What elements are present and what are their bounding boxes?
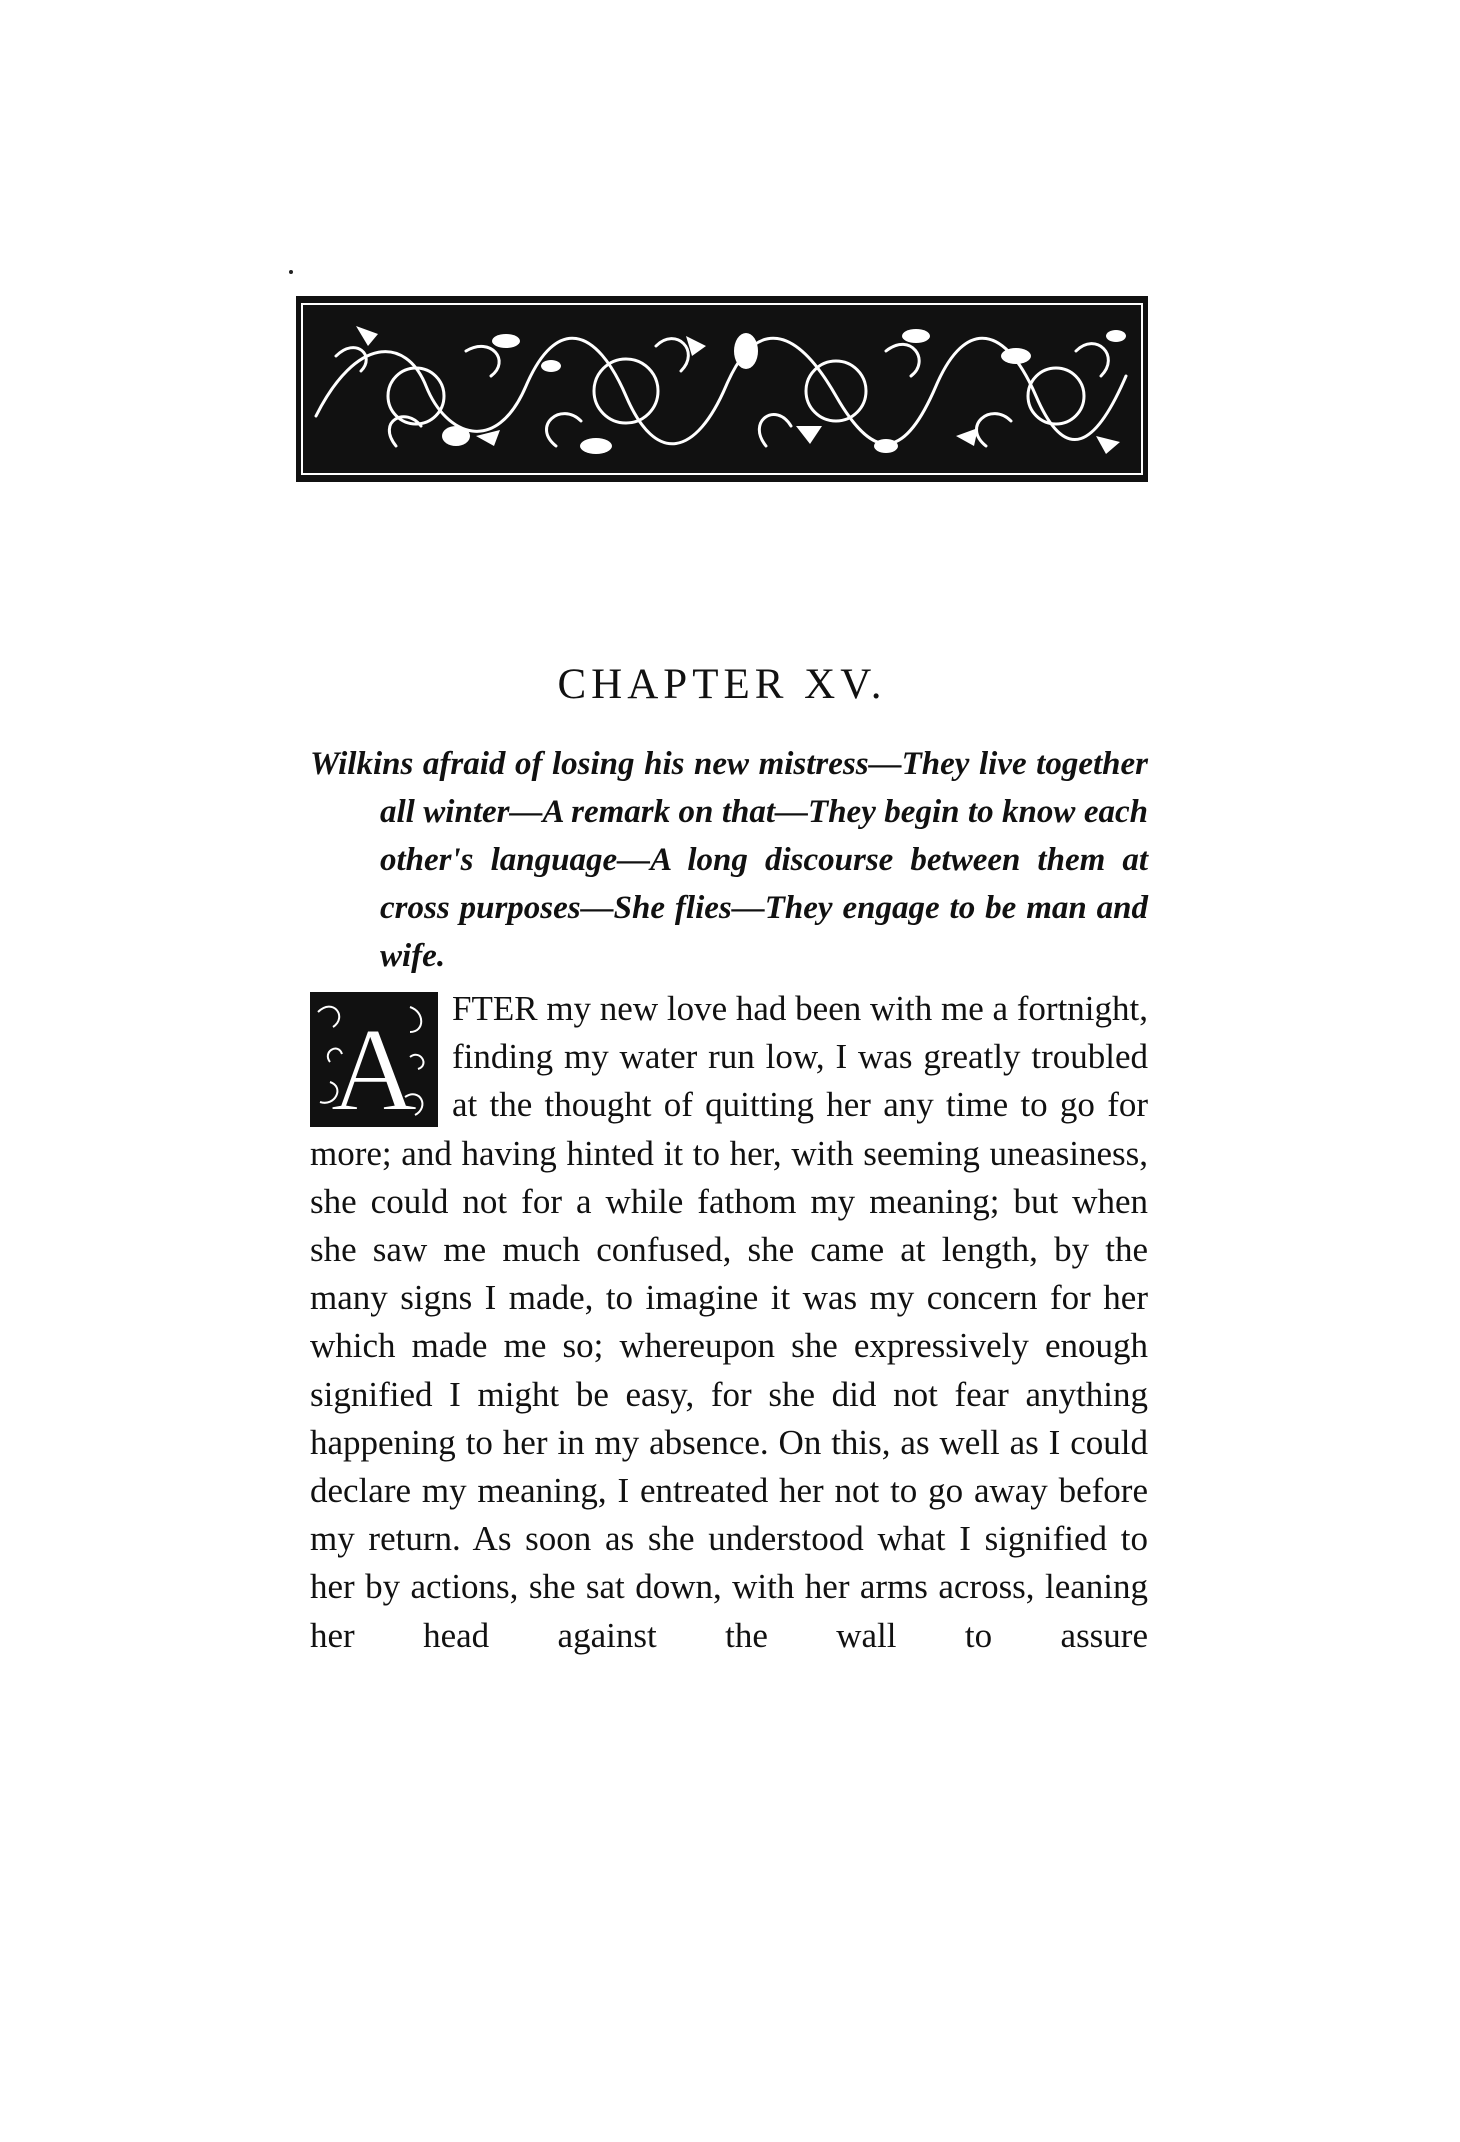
- drop-cap-letter: A: [330, 1003, 418, 1127]
- body-paragraph: [310, 985, 1148, 1660]
- chapter-synopsis: Wilkins afraid of losing his new mistress—They live together all winter—A remark on that—They begin to know each other's language—A long discourse between them at cross purposes—She flies—They engage to be man and wife.: [310, 746, 1148, 974]
- drop-cap: [310, 992, 438, 1127]
- vine-ornament-icon: [296, 296, 1148, 482]
- body-text: FTER my new love had been with me a fortnight, finding my water run low, I was greatly troubled at the thought of quitting her any time to go for more; and having hinted it to her, with seeming uneasiness, she could not for a while fathom my meaning; but when she saw me much confused, she came at length, by the many signs I made, to imagine it was my concern for her which made me so; whereupon she expressively enough signified I might be easy, for she did not fear anything happening to her in my absence. On this, as well as I could declare my meaning, I entreated her not to go away before my return. As soon as she understood what I signified to her by actions, she sat down, with her arms across, leaning her head against the wall to assure: [310, 989, 1148, 1655]
- printer-dot: [289, 270, 293, 274]
- ornamental-headpiece: [296, 296, 1148, 482]
- chapter-title: CHAPTER XV.: [557, 661, 887, 708]
- ornamental-initial-icon: [310, 992, 438, 1127]
